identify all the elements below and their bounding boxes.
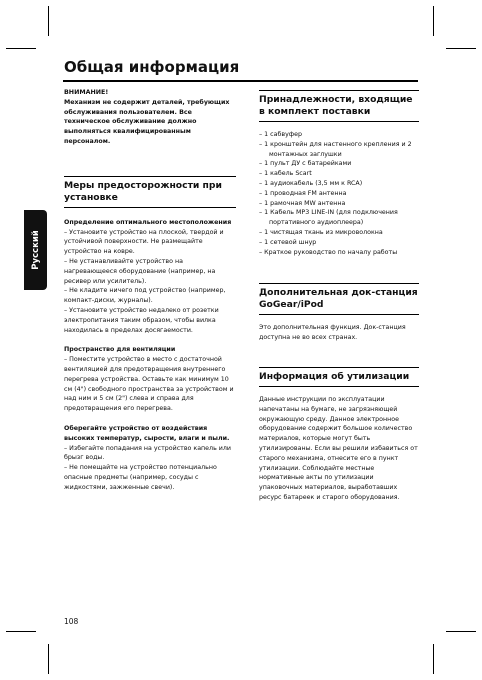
- list-item: – 1 кабель Scart: [259, 170, 312, 178]
- list-item: – 1 сетевой шнур: [259, 238, 317, 246]
- optimal-location-heading: Определение оптимального местоположения: [64, 218, 232, 226]
- protection-heading: Оберегайте устройство от воздействия высоких температур, сырости, влаги и пыли.: [64, 424, 230, 442]
- right-column: [259, 88, 419, 503]
- list-item: – 1 сабвуфер: [259, 131, 303, 138]
- ventilation-heading: Пространство для вентиляции: [64, 346, 176, 354]
- list-item: – Не устанавливайте устройство на нагревающееся оборудование (например, на ресивер или усилитель).: [64, 257, 216, 285]
- page-title: Общая информация: [64, 58, 240, 76]
- list-item: – Не кладите ничего под устройство (например, компакт-диски, журналы).: [64, 287, 226, 305]
- precautions-heading: Меры предосторожности при установке: [64, 176, 236, 208]
- list-item: – Установите устройство на плоской, твердой и устойчивой поверхности. Не размещайте устройство на ковре.: [64, 228, 224, 256]
- crop-mark: [6, 631, 36, 632]
- list-item: – 1 кронштейн для настенного крепления и 2 монтажных заглушки: [259, 140, 412, 158]
- list-item: – 1 рамочная MW антенна: [259, 199, 346, 207]
- dock-heading: Дополнительная док-станция GoGear/iPod: [259, 283, 419, 315]
- list-item: – 1 пульт ДУ с батарейками: [259, 160, 352, 168]
- page-number: 108: [64, 617, 79, 626]
- list-item: – Не помещайте на устройство потенциально опасные предметы (например, сосуды с жидкостями, зажженные свечи).: [64, 464, 217, 491]
- list-item: – 1 Кабель MP3 LINE-IN (для подключения портативного аудиоплеера): [259, 209, 398, 227]
- accessories-list: [259, 130, 419, 257]
- left-column: [64, 88, 236, 493]
- crop-mark: [446, 631, 476, 632]
- accessories-heading: Принадлежности, входящие в комплект поставки: [259, 90, 419, 122]
- title-divider: [63, 80, 418, 82]
- warning-title: ВНИМАНИЕ!: [64, 89, 109, 96]
- list-item: – Поместите устройство в место с достаточной вентиляцией для предотвращения внутреннего перегрева устройства. Оставьте как минимум 10 см (4") свободного пространства за устройством и над ним и 5 см (2") слева и справа для предотвращения его перегрева.: [64, 356, 234, 413]
- warning-body: Механизм не содержит деталей, требующих обслуживания пользователем. Все техническое обслуживание должно выполняться квалифицированным персоналом.: [64, 98, 230, 145]
- recycling-body: Данные инструкции по эксплуатации напечатаны на бумаге, не загрязняющей окружающую среду. Данное электронное оборудование содержит большое количество материалов, которые могут быть утилизированы. Если вы решили избавиться от старого механизма, отнесите его в пункт утилизации. Соблюдайте местные нормативные акты по утилизации упаковочных материалов, выработавших ресурс батареек и старого оборудования.: [259, 395, 418, 501]
- language-tab: [24, 210, 47, 290]
- crop-mark: [433, 6, 434, 36]
- dock-body: Это дополнительная функция. Док-станция доступна не во всех странах.: [259, 324, 406, 342]
- recycling-heading: Информация об утилизации: [259, 367, 419, 387]
- list-item: – 1 проводная FM антенна: [259, 189, 347, 197]
- list-item: – 1 аудиокабель (3,5 мм к RCA): [259, 179, 363, 187]
- list-item: – Избегайте попадания на устройство капель или брызг воды.: [64, 444, 231, 462]
- language-tab-label: Русский: [30, 230, 41, 270]
- list-item: – Установите устройство недалеко от розетки электропитания таким образом, чтобы вилка находилась в пределах досягаемости.: [64, 306, 219, 334]
- crop-mark: [48, 644, 49, 674]
- list-item: – Краткое руководство по началу работы: [259, 248, 398, 256]
- crop-mark: [446, 48, 476, 49]
- crop-mark: [6, 48, 36, 49]
- list-item: – 1 чистящая ткань из микроволокна: [259, 228, 383, 236]
- crop-mark: [48, 6, 49, 36]
- crop-mark: [433, 644, 434, 674]
